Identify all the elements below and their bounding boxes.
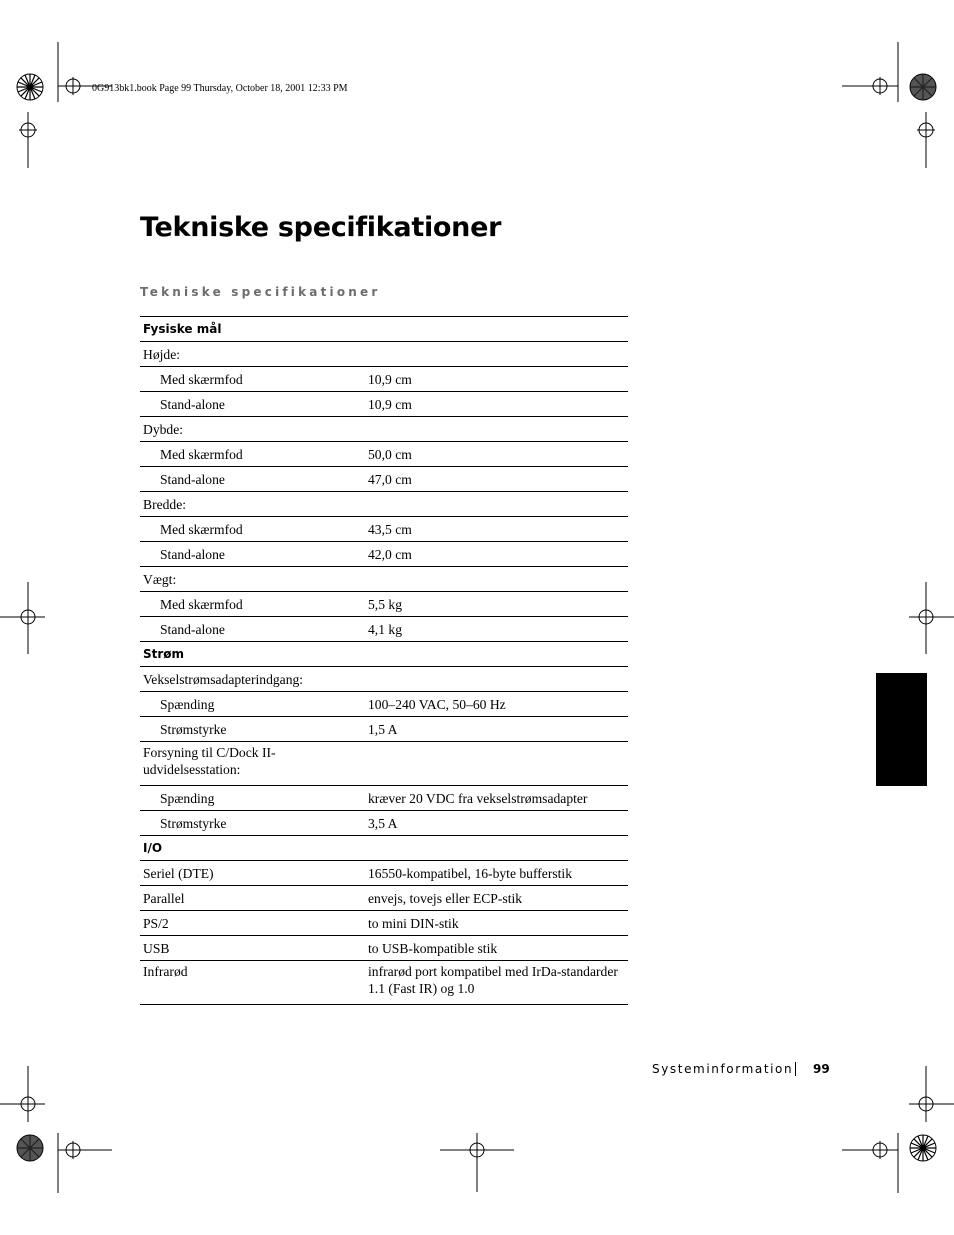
spec-value: 47,0 cm bbox=[365, 467, 628, 492]
spec-value bbox=[365, 317, 628, 342]
table-section-header bbox=[140, 317, 628, 342]
table-row bbox=[140, 542, 628, 567]
spec-value: infrarød port kompatibel med IrDa-standarder 1.1 (Fast IR) og 1.0 bbox=[365, 961, 628, 1005]
spec-label: Parallel bbox=[140, 886, 365, 911]
spec-value: 16550-kompatibel, 16-byte bufferstik bbox=[365, 861, 628, 886]
specifications-table bbox=[140, 316, 628, 1005]
registration-target-icon bbox=[64, 77, 82, 95]
spec-value: 50,0 cm bbox=[365, 442, 628, 467]
spec-value bbox=[365, 667, 628, 692]
starburst-mark-icon bbox=[910, 74, 936, 100]
spec-label: Strømstyrke bbox=[140, 811, 365, 836]
spec-value bbox=[365, 742, 628, 786]
spec-label: Højde: bbox=[140, 342, 365, 367]
spec-label: Stand-alone bbox=[140, 617, 365, 642]
registration-target-icon bbox=[64, 1141, 82, 1159]
page-title: Tekniske specifikationer bbox=[140, 212, 502, 243]
chapter-thumb-tab bbox=[876, 673, 927, 786]
spec-value: kræver 20 VDC fra vekselstrømsadapter bbox=[365, 786, 628, 811]
registration-target-icon bbox=[871, 1141, 889, 1159]
spec-label: Stand-alone bbox=[140, 467, 365, 492]
spec-label: Spænding bbox=[140, 786, 365, 811]
table-row bbox=[140, 367, 628, 392]
registration-target-icon bbox=[19, 608, 37, 626]
registration-target-icon bbox=[917, 121, 935, 139]
table-caption: Tekniske specifikationer bbox=[140, 285, 381, 299]
table-row bbox=[140, 717, 628, 742]
spec-label: Med skærmfod bbox=[140, 442, 365, 467]
table-row bbox=[140, 961, 628, 1005]
spec-value: 1,5 A bbox=[365, 717, 628, 742]
spec-value: 5,5 kg bbox=[365, 592, 628, 617]
table-row bbox=[140, 936, 628, 961]
spec-label: PS/2 bbox=[140, 911, 365, 936]
table-row bbox=[140, 617, 628, 642]
table-row bbox=[140, 786, 628, 811]
spec-value: envejs, tovejs eller ECP-stik bbox=[365, 886, 628, 911]
spec-value: to USB-kompatible stik bbox=[365, 936, 628, 961]
spec-value bbox=[365, 417, 628, 442]
table-row bbox=[140, 911, 628, 936]
running-header: 0G913bk1.book Page 99 Thursday, October 18, 2001 12:33 PM bbox=[92, 83, 348, 94]
table-row bbox=[140, 861, 628, 886]
spec-label: Vægt: bbox=[140, 567, 365, 592]
spec-value bbox=[365, 836, 628, 861]
table-row bbox=[140, 467, 628, 492]
table-row bbox=[140, 592, 628, 617]
spec-value: 43,5 cm bbox=[365, 517, 628, 542]
spec-value bbox=[365, 642, 628, 667]
table-row bbox=[140, 342, 628, 367]
registration-target-icon bbox=[871, 77, 889, 95]
registration-target-icon bbox=[917, 1095, 935, 1113]
spec-label: Stand-alone bbox=[140, 542, 365, 567]
spec-label: Dybde: bbox=[140, 417, 365, 442]
table-row bbox=[140, 417, 628, 442]
spec-value: 10,9 cm bbox=[365, 392, 628, 417]
spec-value bbox=[365, 492, 628, 517]
spec-value: to mini DIN-stik bbox=[365, 911, 628, 936]
spec-value: 10,9 cm bbox=[365, 367, 628, 392]
footer-section-name: Systeminformation bbox=[652, 1062, 794, 1076]
table-row bbox=[140, 392, 628, 417]
starburst-mark-icon bbox=[17, 74, 43, 100]
registration-target-icon bbox=[468, 1141, 486, 1159]
spec-value: 3,5 A bbox=[365, 811, 628, 836]
spec-label: Spænding bbox=[140, 692, 365, 717]
page-number: 99 bbox=[813, 1062, 830, 1076]
table-row bbox=[140, 442, 628, 467]
starburst-mark-icon bbox=[910, 1135, 936, 1161]
spec-label: Med skærmfod bbox=[140, 517, 365, 542]
table-row bbox=[140, 492, 628, 517]
table-row bbox=[140, 742, 628, 786]
starburst-mark-icon bbox=[17, 1135, 43, 1161]
table-row bbox=[140, 692, 628, 717]
spec-label: Fysiske mål bbox=[143, 321, 222, 336]
spec-value: 4,1 kg bbox=[365, 617, 628, 642]
table-section-header bbox=[140, 836, 628, 861]
footer-divider bbox=[795, 1062, 796, 1076]
spec-label: Med skærmfod bbox=[140, 367, 365, 392]
spec-value: 42,0 cm bbox=[365, 542, 628, 567]
table-row bbox=[140, 567, 628, 592]
table-row bbox=[140, 886, 628, 911]
spec-label: Forsyning til C/Dock II-udvidelsesstation: bbox=[140, 742, 365, 786]
spec-label: Strømstyrke bbox=[140, 717, 365, 742]
spec-label: Seriel (DTE) bbox=[140, 861, 365, 886]
spec-value: 100–240 VAC, 50–60 Hz bbox=[365, 692, 628, 717]
registration-target-icon bbox=[19, 1095, 37, 1113]
spec-value bbox=[365, 342, 628, 367]
table-row bbox=[140, 517, 628, 542]
registration-target-icon bbox=[917, 608, 935, 626]
spec-value bbox=[365, 567, 628, 592]
spec-label: Stand-alone bbox=[140, 392, 365, 417]
spec-label: I/O bbox=[140, 836, 365, 861]
spec-label: Vekselstrømsadapterindgang: bbox=[140, 667, 365, 692]
spec-label: Bredde: bbox=[140, 492, 365, 517]
spec-label: Strøm bbox=[140, 642, 365, 667]
table-row bbox=[140, 667, 628, 692]
registration-target-icon bbox=[19, 121, 37, 139]
table-row bbox=[140, 811, 628, 836]
spec-label: Infrarød bbox=[140, 961, 365, 1005]
table-section-header bbox=[140, 642, 628, 667]
spec-label: Med skærmfod bbox=[140, 592, 365, 617]
spec-label: USB bbox=[140, 936, 365, 961]
